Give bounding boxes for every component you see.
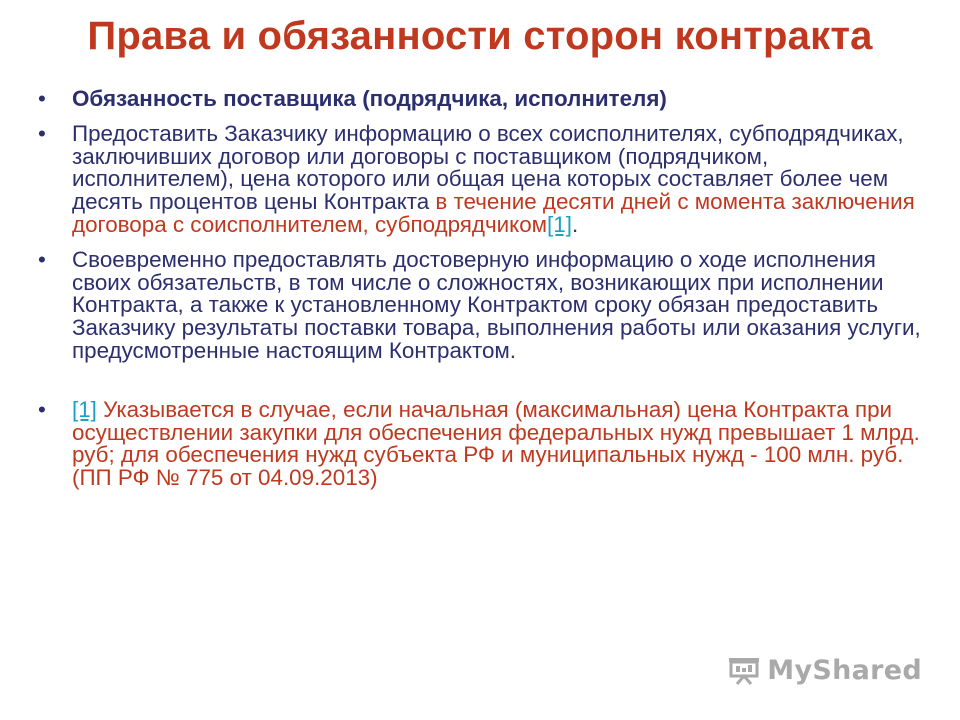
obligation-deadline-text: в течение десяти дней с момента заключения договора с соисполнителем, субподрядчиком [72, 189, 915, 237]
bullet-icon: • [38, 86, 46, 111]
footnote-link[interactable]: [1] [547, 211, 572, 237]
list-item [38, 120, 923, 237]
footnote-link[interactable]: [1] [72, 396, 97, 422]
list-item [38, 88, 923, 111]
obligation-text: Своевременно предоставлять достоверную информацию о ходе исполнения своих обязательств, в том числе о сложностях, возникающих при исполнении Контракта, а также к установленному Контрактом сроку обязан предоставить Заказчику результаты поставки товара, выполнения работы или оказания услуги, предусмотренные настоящим Контрактом. [72, 246, 921, 363]
slide-title: Права и обязанности сторон контракта [87, 14, 873, 58]
list-spacer [38, 375, 923, 399]
supplier-obligation-heading: Обязанность поставщика (подрядчика, исполнителя) [72, 86, 667, 111]
obligation-text-end: . [571, 211, 579, 237]
watermark-text: MyShared [767, 654, 922, 686]
bullet-list [38, 88, 923, 502]
bullet-icon: • [38, 246, 46, 272]
obligation-text: Предоставить Заказчику информацию о всех соисполнителях, субподрядчиках, заключивших договор или договоры с поставщиком (подрядчиком, исполнителем), цена которого или общая цена которых составляет более чем десять процентов цены Контракта [72, 120, 904, 215]
bullet-icon: • [38, 396, 46, 422]
presentation-board-icon [727, 655, 761, 685]
list-item [38, 246, 923, 363]
bullet-icon: • [38, 120, 46, 146]
list-item [38, 396, 923, 491]
footnote-text: Указывается в случае, если начальная (максимальная) цена Контракта при осуществлении закупки для обеспечения федеральных нужд превышает 1 млрд. руб; для обеспечения нужд субъекта РФ и муниципальных нужд - 100 млн. руб. (ПП РФ № 775 от 04.09.2013) [72, 396, 920, 491]
watermark-logo [727, 650, 922, 690]
